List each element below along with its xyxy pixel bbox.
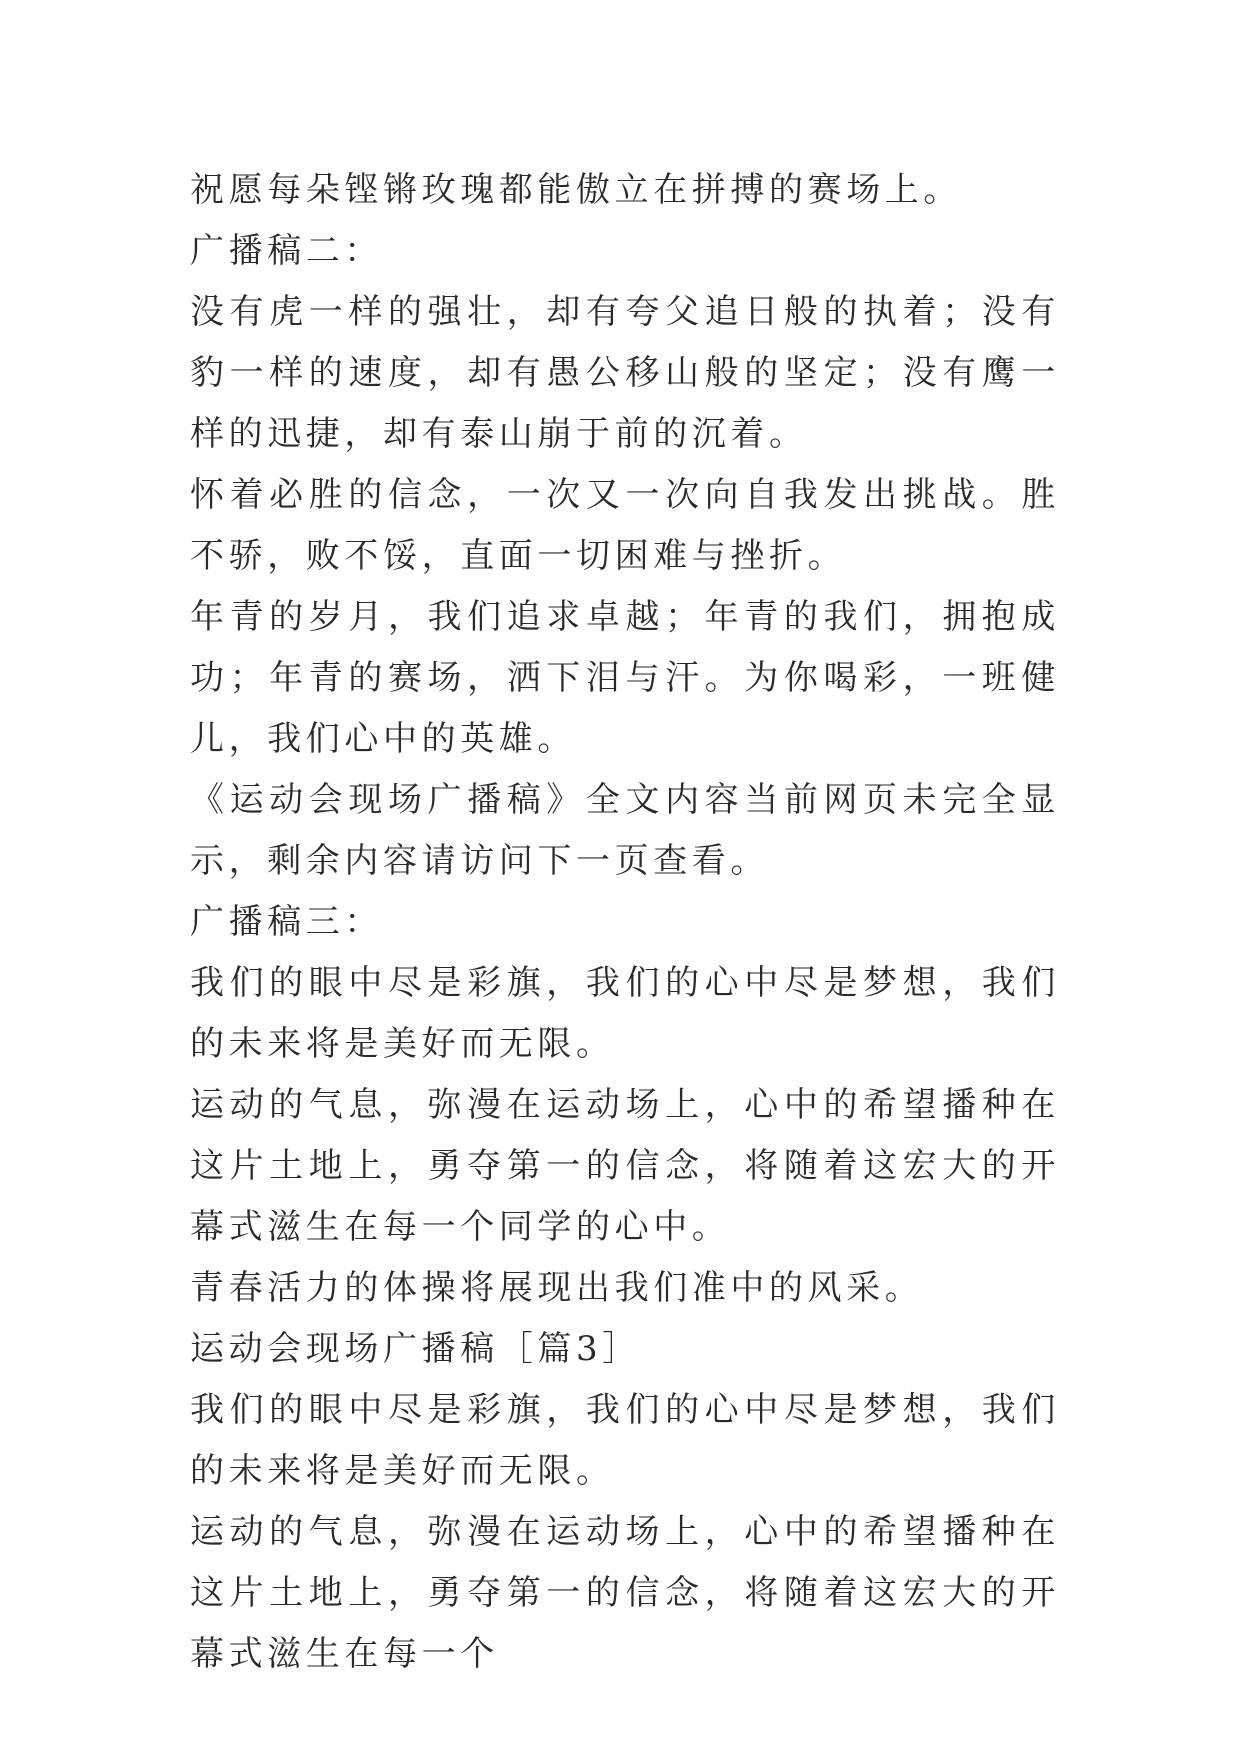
paragraph-wish: 祝愿每朵铿锵玫瑰都能傲立在拼搏的赛场上。 <box>190 170 962 210</box>
heading-part-three: 运动会现场广播稿［篇3］ <box>190 1329 641 1369</box>
paragraph-next-page-notice: 《运动会现场广播稿》全文内容当前网页未完全显示，剩余内容请访问下一页查看。 <box>190 780 1060 881</box>
paragraph-belief: 怀着必胜的信念，一次又一次向自我发出挑战。胜不骄，败不馁，直面一切困难与挫折。 <box>190 475 1060 576</box>
paragraph-gymnastics: 青春活力的体操将展现出我们准中的风采。 <box>190 1268 924 1308</box>
paragraph-flags-repeat: 我们的眼中尽是彩旗，我们的心中尽是梦想，我们的未来将是美好而无限。 <box>190 1390 1060 1491</box>
paragraph-sport-spirit-repeat: 运动的气息，弥漫在运动场上，心中的希望播种在这片土地上，勇夺第一的信念，将随着这宏大的开幕式滋生在每一个 <box>190 1512 1060 1674</box>
paragraph-flags: 我们的眼中尽是彩旗，我们的心中尽是梦想，我们的未来将是美好而无限。 <box>190 963 1060 1064</box>
document-page <box>190 160 1060 1685</box>
paragraph-young-years: 年青的岁月，我们追求卓越；年青的我们，拥抱成功；年青的赛场，洒下泪与汗。为你喝彩，一班健儿，我们心中的英雄。 <box>190 597 1060 759</box>
paragraph-tiger: 没有虎一样的强壮，却有夸父追日般的执着；没有豹一样的速度，却有愚公移山般的坚定；没有鹰一样的迅捷，却有泰山崩于前的沉着。 <box>190 292 1060 454</box>
heading-broadcast-three: 广播稿三： <box>190 902 383 942</box>
heading-broadcast-two: 广播稿二： <box>190 231 383 271</box>
paragraph-sport-spirit: 运动的气息，弥漫在运动场上，心中的希望播种在这片土地上，勇夺第一的信念，将随着这宏大的开幕式滋生在每一个同学的心中。 <box>190 1085 1060 1247</box>
